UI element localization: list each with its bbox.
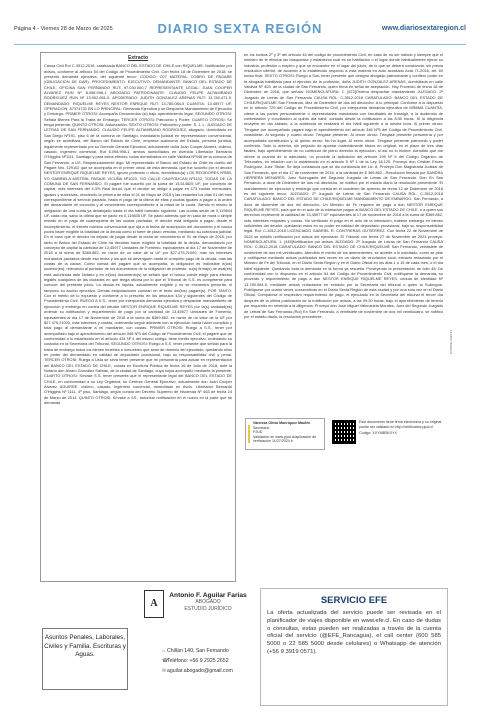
- lawyer-services-box: [42, 628, 128, 690]
- signer-role: Secretario: [253, 425, 270, 430]
- lawyer-role: ABOGADO: [195, 599, 221, 605]
- notice-left-text: Causa Civil Rol C-3512-2018, caratulada BANCO DEL ESTADO DE CHILE con RIQUELME. Notificación por avisos, conforme al artículo 54 del Código de Procedimiento Civil. Con fecha 18 de Diciembre de 2018, se presentó demanda ejecutiva, del siguiente tenor: CODIGO: C07 MATERIA: COBRO DE PAGARE (OBLIGACION DE DAR). PROCEDIMIENTO: EJECUTIVO. DEMANDANTE: BANCO DEL ESTADO DE CHILE. OFICINA SAN FERNANDO RUT: 97.030.000-7 REPRESENTANTE LEGAL: JUAN COOPER ALVAREZ RUN Nº 8.098.998-1 ABOGADO PATROCINANTE: CLAUDIO FELIPE ALTAMIRANO RODRIGUEZ RUN Nº 13.902.651-0. APODERADO: JUDITH GONZALEZ ARENAS RUT: 13.780.471-9. DEMANDADO: RIQUELME REYES NESTOR ENRIQUE RUT: 13.780.084-5 CUANTIA: 13.45977 UF. OPERACION: 87374732 EN LO PRINCIPAL: Demanda Ejecutiva y se Despache Mandamiento de Ejecución y Embargo; PRIMER OTROSI: Acompaña Documentos (si) bajo apercibimiento legal; SEGUNDO OTROSI: Señala Bienes Para la Traba de Embargo; TERCER OTROSI: Patrocinio y Poder; CUARTO OTROSI: Se tenga presente; QUINTO OTROSI: Autorización. SEXTO OTROSI: Patrocinio y poder. S. J. L. JUZGADO DE LETRAS DE SAN FERNANDO. CLAUDIO FELIPE ALTAMIRANO RODRIGUEZ, abogado, domiciliado en San Diego Nº191, piso 6 de la comuna de Santiago, mandatario judicial en representación convencional, según se acreditará, del Banco del Estado de Chile, empresa autónoma del Estado, persona jurídica, legalmente representado por su Gerente General Ejecutivo, actualmente doña Juan Cooper Alvarez, chileno, casado, ingeniero comercial, Rut 8.098.998-1, ambos domiciliados en Avenida Libertador Bernardo O'Higgins Nº1111, Santiago y para estos efectos, todos domiciliados en calle Valdivia Nº446 de la comuna de San Fernando, a US. Respetuosamente digo: Mi representado el Banco del Estado de Chile es dueño del Pagaré Nro. 129102 que se acompaña en el primer otrosí de esta demanda, que fue suscrito por el deudor NESTOR ENRIQUE RIQUELME REYES, ignoro profesión u oficio, domiciliado(a) LOS REGIDORES Nº880, VO GABRIELA MISTRAL PASAJE VICUÑA Nº1020, Y/O CALLE CAUPOLICAN Nº1102, TODAS DE LA COMUNA DE SAN FERNANDO. El pagaré fue suscrito por la suma de 15,514825 UF, por concepto de capital, más intereses del 4,3% Real Anual, que el deudor se obligó a pagar en 173 cuotas mensuales, iguales y sucesivas, venciendo la primera de ellas el 01 de Mayo de 2015 y las restantes los días 01 del mes correspondiente al servicio pactado, hasta el pago de la última de ellas y cuotas iguales a pagar a la orden del demandante mi conocido y al vencimiento correspondiente a la mitad de la cuota. Siendo el mismo la obligación de una cuota ya desalojado hasta el día hábil bancario siguiente. Las cuotas serán de 0,119844 UF, cada una, salvo la última que se pactó en 0,119835 UF. Se pactó además que en caso de mora o simple retardo en el pago de cualesquiera de las cuotas pactadas, el deudor está obligado a pagar, desde el incumplimiento, el interés máximo convencional que rija a la fecha de suscripción del documento y el banco podrá hacer exigible la totalidad de la deuda como si fuere de plazo vencido, mediando su cobranza judicial. En el caso que el deudor ha dejado de pagar desde la cuota de vencimiento el 01 de Mayo de 2018, por tanto el Banco del Estado de Chile ha decidido hacer exigible la totalidad de la deuda, demandando por concepto de capital la cantidad de 13,45977 Unidades de Fomento, equivalentes al día 17 de Noviembre de 2018 a la suma de $369.862, en razón de un valor de la UF por $27.475,21000, más los intereses moratorios pactados desde esa fecha y los que se devenguen hasta el completo pago de la deuda, más las costas de la causa. Como consta del pagaré que se acompaña, la obligación es indivisible e(los) sucesor(es), relevando al portador de los documentos de la obligación de protesto, su(s) firma(s) de aval(es) está autorizada ante Notario y en el(los) documento(s) se señaló que el banco puede elegir para efectos legales cualquiera de las ciudades en que tenga oficina por lo que el Tribunal de S.S. es competente para conocer del presente juicio. La deuda es líquida, actualmente exigible y no se encuentra prescrita, ni tampoco su acción ejecutiva. Demás estipulaciones constan en el texto del(los) pagaré(s). POR TANTO: Con el mérito de lo expuesto y conforme a lo prescrito en los artículos 434 y siguientes del Código de Procedimiento Civil. RUEGO A S.S., tener por interpuesta demanda ejecutiva y despachar mandamiento de ejecución y embargo en contra del deudor NESTOR ENRIQUE RIQUELME REYES por la(s) cantidad(es) ordenar su notificación y requerimiento de pago por la cantidad de 13,45977 Unidades de Fomento, equivalentes al día 17 de Noviembre de 2018 a la suma de $369.862, en razón de un valor de la UF por $27.475,21000, más intereses y costas, ordenando seguir adelante con la ejecución hasta hacer cumplido y total pago al demandante a mi mandante, con costas. PRIMER OTROSI: Ruego a S.S., tener por acompañado bajo el apercibimiento del artículo 346 Nº3 del Código de Procedimiento Civil, el pagaré que de conformidad a lo establecido en el artículo 434 Nº 4 del mismo código; tiene mérito ejecutivo, ordenando su custodia en la Secretaría del Tribunal. SEGUNDO OTROSI: Ruego a S.S. tener presente que señalo para la traba de embargo todos los bienes muebles e inmuebles que sean de dominio del ejecutado, quedando ellos en poder del demandado en calidad de depositario provisional, bajo su responsabilidad civil y penal. TERCER OTROSI: Ruego a Usía se sirva tener presente que mi personería para actuar en representación del BANCO DEL ESTADO DE CHILE, consta en Escritura Pública de fecha 16 de Julio de 2018, ante la Notaría don Álvaro González Salinas, de la ciudad de Santiago, cuya copia acompaño mediante la presente. CUARTO OTROSI: Sírvase S.S. tener presente que el representante legal del BANCO DEL ESTADO DE CHILE, en conformidad a su Ley Orgánica, su Gerente General Ejecutivo, actualmente don Juan Cooper Álvarez AGUIRRE, chileno, casado, Ingeniero comercial, domiciliado en Avda. Libertador Bernardo O'Higgins Nº 1111, 4º piso, Santiago, según consta del Decreto Supremo de Hacienda Nº 463 de fecha 24 de Marzo de 2014. QUINTO OTROSI: Sírvase a SS., autorizar notificación en el nuevo en la parte que se demanda: [44, 63, 232, 405]
- lawyer-ad-info: [132, 588, 250, 706]
- newspaper-title: DIARIO SEXTA REGIÓN: [157, 21, 323, 36]
- lawyer-address: Chillán 140, San Fernando: [167, 648, 229, 654]
- verification-code: Código: XXYMBSKXYX: [359, 431, 397, 436]
- signer-court: PJUD: [253, 430, 263, 435]
- verification-text: Este documento tiene firma electrónica y su original puede ser validado en http://verificadoc.pjud.cl: [359, 420, 442, 429]
- signature-accent-bar: [248, 425, 250, 443]
- lawyer-header: [166, 588, 250, 612]
- website-link[interactable]: www.diariosextaregion.cl: [381, 25, 466, 32]
- notice-title: Extracto: [127, 55, 148, 61]
- side-barcode: 1234567 8901234: [449, 330, 453, 355]
- lawyer-services: Asuntos Penales, Laborales, Civiles y Familia. Escrituras y Aguas.: [44, 634, 126, 658]
- phone-icon: ☎: [162, 658, 169, 664]
- signer-name: Vanessa Olivia Manríquez Maulén: [253, 421, 311, 425]
- page-header: [14, 18, 466, 44]
- verification-block: [359, 420, 449, 436]
- efe-service-ad: [260, 588, 448, 706]
- email-icon: ✉: [162, 668, 167, 674]
- notice-right-column: [244, 52, 443, 412]
- lawyer-ad: [40, 588, 250, 706]
- lawyer-studio: ESTUDIO JURÍDICO: [184, 606, 232, 612]
- signature-note: Validación en www.pjud.cl/aplicacion de verificación 11/27/2024 h: [253, 434, 317, 444]
- lawyer-logo: A: [144, 590, 164, 618]
- signature-box: [245, 418, 325, 450]
- qr-code: [332, 420, 356, 444]
- lawyer-name: Antonio F. Aguilar Farías: [169, 592, 247, 599]
- notice-right-text: en los incisos 2º y 3º del artículo 44 del código de procedimiento Civil, en caso de no ser habido y siempre que el ministro de fe efectúe las búsquedas y establezca cuál es su habitación o el lugar donde habitualmente ejerce su industria, profesión o empleo y que se encuentre en el lugar del juicio; de lo que se deberá constancia, sin previa resolución ulterior, de acuerdo a lo establecido respecto a esta materia en auto acordado Acta 71-2016, art. 60 inciso final. SEXTO OTROSI: Ruego a Sus, tener presente que designo abogado patrocinante y confiero poder en la abogada habilitada para el ejercicio de la profesión, doña JUDITH GONZALEZ ARENAS, domiciliada en calle Valdivia Nº 403, de la ciudad de San Fernando, quien firma en señal de aceptación. Hay Proveído de fecha 18 de Diciembre de 2018, que señala: NOMENCLATURA: 1. [672]Ordena despachar mandamiento JUZGADO: 2º Juzgado de Letras de San Fernando CAUSA ROL: C-3512-2018 CARATULADO: BANCO DEL ESTADO DE CHILE/RIQUELME San Fernando, diez de Diciembre de dos mil dieciocho. A lo principal: Conforme a lo dispuesto en el artículo 729 del Código de Procedimiento Civil, por interpuesta demanda ejecutiva de MÍNIMA CUANTÍA, citese a las partes personalmente o representadas mandatario con facultades de transigir, a la audiencia de contestación y conciliación al quinto día hábil, contado desde la notificación a las 8:30 horas. Si la diligencia recayere en día sábado, a la audiencia se realizará el día hábil siguiente a la misma hora. Al primer otrosí: Téngase por acompañado pagaré bajo el apercibimiento del artículo 346 Nº3 del Código de Procedimiento Civil, custódiese. Al segundo y cuarto otrosí: Téngase presente. Al tercer otrosí: Téngase presente personería y por acompañada constitución y, Al quinto otrosí: No ha lugar. Al sexto otrosí: Téngase presente patrocinio y poder conferido. Todo lo anterior, sin perjuicio de apuntar materialmente títulos en original, en el plazo de tres días fatales, bajo apercibimiento de no continuar de pleno derecho la ejecución, si así no lo hiciere. Atendido que me ofrece la cuantía de lo adeudado, no procede la aplicación del artículo 199 Nº 5 del Código Orgánico de Tribunales, en relación con lo establecido en el artículo 5 Nº 1 de la Ley 18.120. Proveyó don Cristian Erices Rodríguez, Juez Titular. Se deja constancia que se dio constancia del Lic. 8, Proveyó Don Magistrada Judicial de San Fernando, que el día 17 de noviembre de 2018, a la cantidad de $ 369.862.- Resolución firmada por SANDRA HERRERA MENARES, Juez Subrogante del Segundo Juzgado de Letras de San Fernando. Don En San Fernando, a doce de Diciembre de dos mil dieciocho, se notificó por el estado diario la resolución precedente. El mandamiento de ejecución y embargo que consta en el cuaderno de apremio de fecha 12 de Diciembre de 2018 es del siguiente tenor: JUZGADO: 2º Juzgado de Letras de San Fernando CAUSA ROL: C-3512-2018 CARATULADO: BANCO DEL ESTADO DE CHILE/RIQUELME MANDAMIENTO DE EMBARGO. San Fernando, a doce de diciembre de dos mil dieciocho. Un Ministro de Fe requiera de pago a don NESTOR ENRIQUE RIQUELME REYES, para que en el acto de la intimación pague al BANCO DEL ESTADO DE CHILE, o a quien sus derechos represente la cantidad de 13,45977 UF equivalentes al 17 de noviembre de 2018 a la suma de $369.862, más intereses reajustes y costas. No verificado el pago en el acto de la intimación, trábese embargo en bienes suficientes del deudor, quedando estos en su poder en calidad de depositario provisional, bajo su responsabilidad legal. Rol: C-3512-2018 LICENCIADO GABRIEL R. CONTRERAS GUTIÉRREZ. Con fecha 22 de Noviembre de 2024 se solicitó notificación por avisos del ejecutado. El Tribunal con fecha 27 de Noviembre de 2024 proveyó: NOMENCLATURA: 1. [445]Notificación por avisos JUZGADO: 2º Juzgado de Letras de San Fernando CAUSA ROL: C-3512-2018 CARATULADO: BANCO DEL ESTADO DE CHILE/RIQUELME San Fernando, veintisiete de noviembre de dos mil veinticuatro. Atendido el mérito de los antecedentes, se accede a lo solicitado, como se pide y notifíquese mediante avisos publicados tres veces en un diario de circulación local, extracto redactado por el Ministro de Fe del Tribunal, en el Diario Sexta Región y en el Diario Oficial en los días 1 o 15 de cada mes, o el día hábil siguiente. Quedando toda la demanda en la forma ya resuelta. Proveyendo la presentación de folio 48: De conformidad con lo dispuesto en el artículo 54 del Código de Procedimiento Civil, notifíquese la demanda, su proveído y requerimiento de pago a don NESTOR ENRIQUE RIQUELME REYES, cédula de identidad Nº 13.780.084-5, mediante avisos redactados en extracto por la Secretaria del tribunal o quien la Subrogue. Publíquese por cuatro veces consecutivas en el Diario Sexta Región de esta ciudad y por una sola vez en el Diario Oficial. Compárese el respectivo requerimiento de pago, el ejecutado en la Secretaría del tribunal el tercer día después de la última publicación de la notificación por avisos, a las 09:30 horas, bajo el apercibimiento de tenerlo por requerido en rebeldía a la diligencia. Proveyó don José Miguel Valenzuela Morales, Juez del Segundo Juzgado de Letras de San Fernando.(Rol) En San Fernando, a veintisiete de noviembre de dos mil veinticuatro, se notificó por el estado diario, la resolución precedente.: [244, 52, 443, 319]
- efe-ad-title: SERVICIO EFE: [320, 595, 388, 606]
- header-divider: [14, 44, 466, 45]
- lawyer-contact: [162, 646, 233, 676]
- lawyer-phone[interactable]: Teléfono: +56 9 2925 2652: [167, 658, 229, 664]
- lawyer-email[interactable]: aguilar.abogado@gmail.com: [167, 668, 233, 674]
- location-icon: ⌂: [162, 648, 166, 654]
- page-info: Página 4 - Viernes 28 de Marzo de 2025: [14, 26, 113, 32]
- efe-ad-body: La oferta actualizada del servicio puede ser revisada en el planificador de viajes disponible en www.efe.cl. En caso de dudas o consultas, estas pueden ser realizadas a través de la cuenta oficial del servicio (@EFE_Rancagua), el call center (600 585 5000 o 22 585 5000 desde celulares) o Whatsapp de atención (+56 9 3919 0571).: [267, 610, 441, 655]
- notice-left-column: [40, 52, 236, 582]
